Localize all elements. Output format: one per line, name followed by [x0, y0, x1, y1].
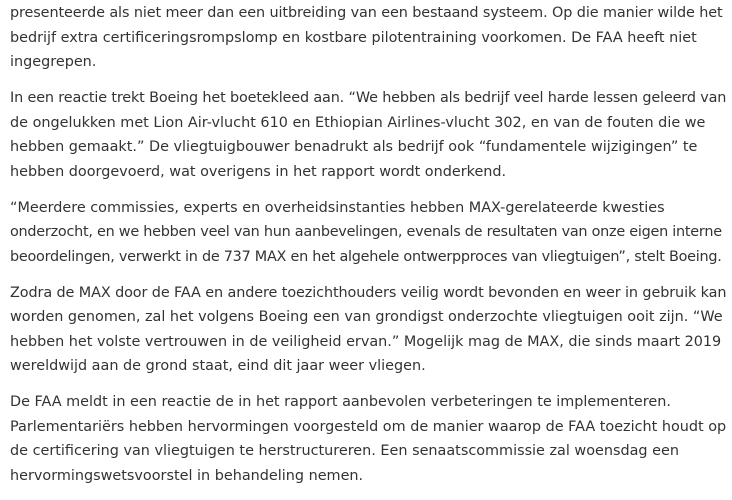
paragraph-line: bedrijf extra certificeringsrompslomp en kostbare pilotentraining voorkomen. De FAA heeft niet: [10, 29, 697, 46]
paragraph-line: wereldwijd aan de grond staat, eind dit jaar weer vliegen.: [10, 358, 426, 374]
paragraph-line: de certificering van vliegtuigen te herstructureren. Een senaatscommissie zal woensdag een: [10, 443, 679, 459]
paragraph-line: In een reactie trekt Boeing het boetekleed aan. “We hebben als bedrijf veel harde lessen geleerd van: [10, 90, 727, 106]
paragraph-line: hebben gemaakt.” De vliegtuigbouwer benadrukt als bedrijf ook “fundamentele wijzigingen” te: [10, 139, 698, 155]
paragraph-line: worden genomen, zal het volgens Boeing een van grondigst onderzochte vliegtuigen ooit zijn. “We: [10, 309, 723, 325]
paragraph-line: de ongelukken met Lion Air-vlucht 610 en Ethiopian Airlines-vlucht 302, en van de fouten die we: [10, 114, 706, 131]
article-paragraph: [10, 390, 726, 488]
paragraph-line: presenteerde als niet meer dan een uitbreiding van een bestaand systeem. Op die manier wilde het: [10, 5, 723, 21]
article-body: [10, 0, 726, 500]
paragraph-line: beoordelingen, verwerkt in de 737 MAX en het algehele ontwerpproces van vliegtuigen”, stelt Boeing.: [10, 248, 722, 265]
paragraph-line: hebben doorgevoerd, wat overigens in het rapport wordt onderkend.: [10, 163, 507, 180]
paragraph-line: onderzocht, en we hebben veel van hun aanbevelingen, evenals de resultaten van onze eigen interne: [10, 224, 722, 240]
article-paragraph: [10, 196, 726, 270]
paragraph-line: hebben het volste vertrouwen in de veiligheid ervan.” Mogelijk mag de MAX, die sinds maart 2019: [10, 333, 722, 350]
article-paragraph: [10, 1, 726, 75]
paragraph-line: Zodra de MAX door de FAA en andere toezichthouders veilig wordt bevonden en weer in gebruik kan: [10, 284, 727, 301]
paragraph-line: “Meerdere commissies, experts en overheidsinstanties hebben MAX-gerelateerde kwesties: [10, 199, 665, 216]
paragraph-line: De FAA meldt in een reactie de in het rapport aanbevolen verbeteringen te implementeren.: [10, 394, 671, 410]
paragraph-line: Parlementariërs hebben hervormingen voorgesteld om de manier waarop de FAA toezicht houdt op: [10, 418, 727, 435]
paragraph-line: hervormingswetsvoorstel in behandeling nemen.: [10, 467, 364, 484]
article-paragraph: [10, 86, 726, 184]
paragraph-line: ingegrepen.: [10, 54, 97, 70]
article-paragraph: [10, 281, 726, 379]
